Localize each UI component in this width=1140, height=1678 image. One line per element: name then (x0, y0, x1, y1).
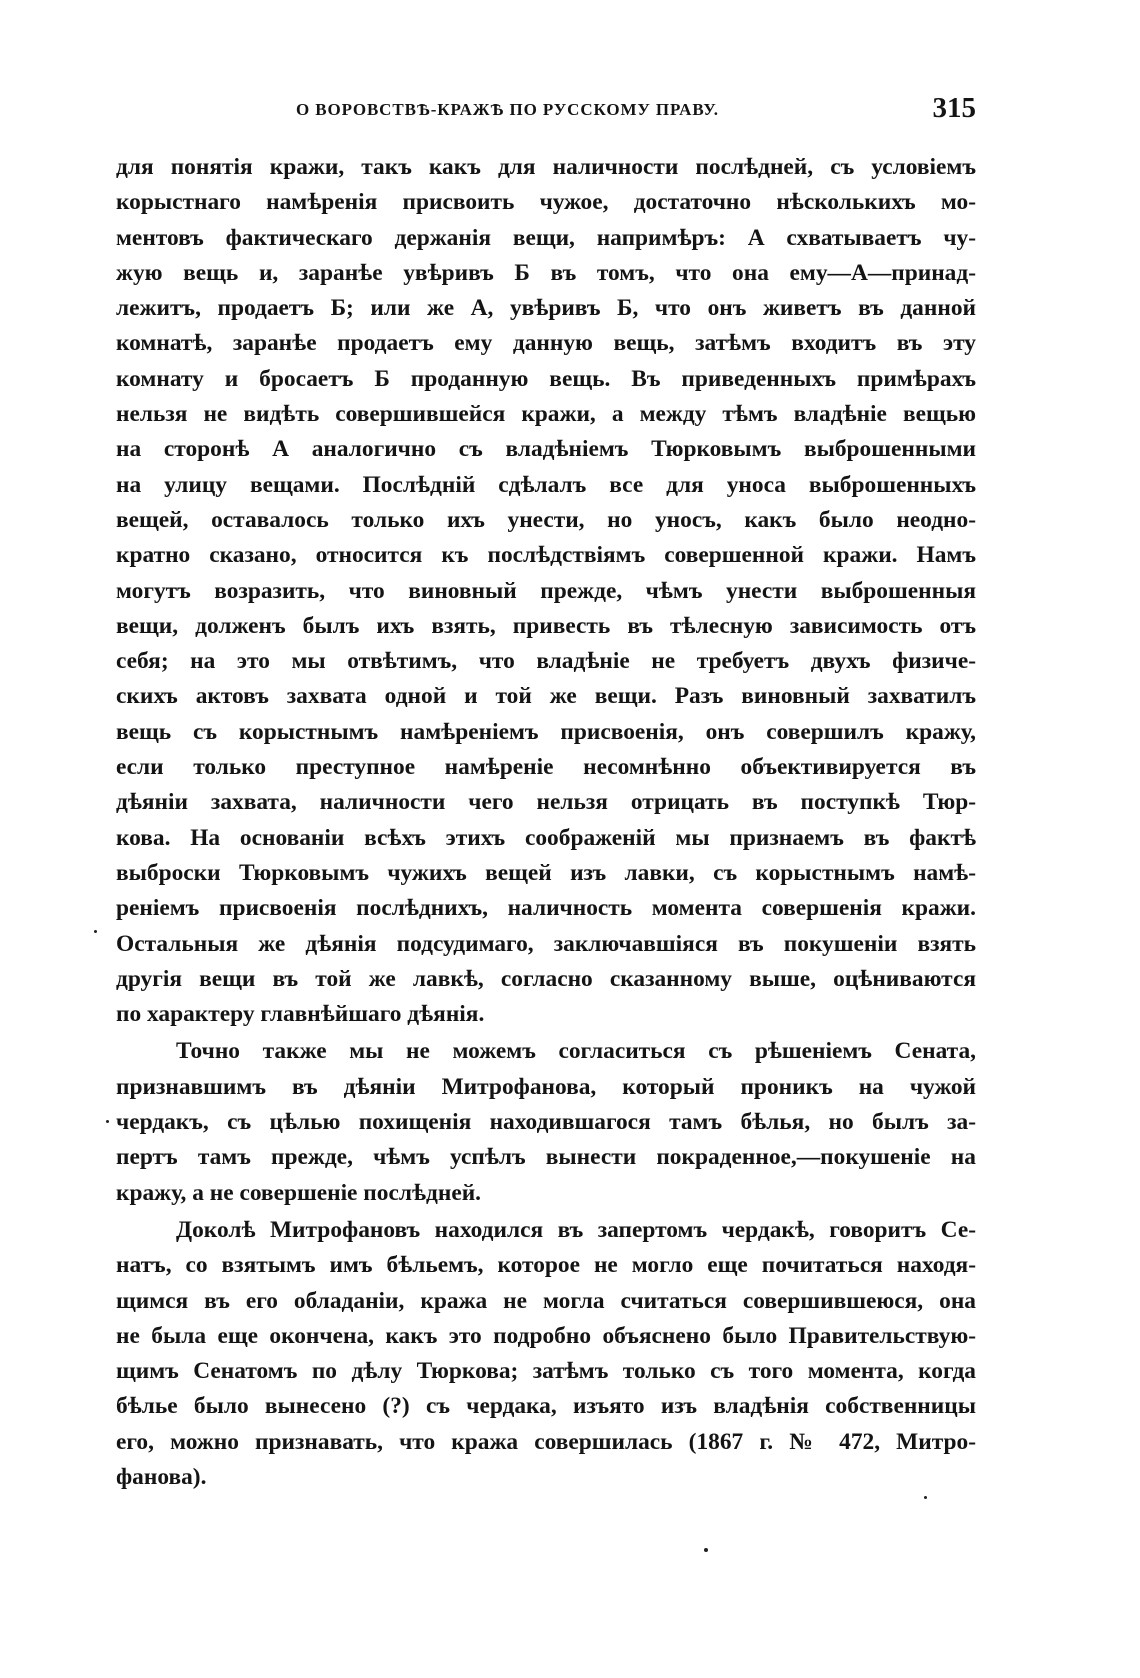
text-line: чердакъ, съ цѣлью похищенія находившагося тамъ бѣлья, но былъ за- (116, 1109, 976, 1136)
text-line: на улицу вещами. Послѣдній сдѣлалъ все для уноса выброшенныхъ (116, 471, 976, 498)
text-line: пертъ тамъ прежде, чѣмъ успѣлъ вынести покраденное,—покушеніе на (116, 1144, 976, 1171)
running-head (116, 92, 976, 132)
print-speck (94, 930, 97, 933)
text-line: на сторонѣ А аналогично съ владѣніемъ Тюрковымъ выброшенными (116, 436, 976, 463)
text-line: натъ, со взятымъ имъ бѣльемъ, которое не могло еще почитаться находя- (116, 1252, 976, 1279)
text-line: фанова). (116, 1463, 207, 1490)
text-line: не была еще окончена, какъ это подробно объяснено было Правительствую- (116, 1322, 976, 1349)
text-line: кова. На основаніи всѣхъ этихъ соображеній мы признаемъ въ фактѣ (116, 824, 976, 851)
print-speck (924, 1496, 927, 1499)
paragraph (116, 1213, 976, 1495)
text-line: Точно также мы не можемъ согласиться съ рѣшеніемъ Сената, (176, 1038, 976, 1065)
text-line: комнатѣ, заранѣе продаетъ ему данную вещь, затѣмъ входитъ въ эту (116, 330, 976, 357)
text-line: себя; на это мы отвѣтимъ, что владѣніе не требуетъ двухъ физиче- (116, 648, 976, 675)
text-line: вещей, оставалось только ихъ унести, но уносъ, какъ было неодно- (116, 506, 976, 533)
text-line: кражу, а не совершеніе послѣдней. (116, 1179, 482, 1206)
text-line: реніемъ присвоенія послѣднихъ, наличность момента совершенія кражи. (116, 895, 976, 922)
text-line: нельзя не видѣть совершившейся кражи, а между тѣмъ владѣніе вещью (116, 401, 976, 428)
paragraph (116, 150, 976, 1032)
text-line: по характеру главнѣйшаго дѣянія. (116, 1001, 485, 1028)
text-line: ментовъ фактическаго держанія вещи, напримѣръ: А схватываетъ чу- (116, 224, 976, 251)
text-line: лежитъ, продаетъ Б; или же А, увѣривъ Б, что онъ живетъ въ данной (116, 295, 976, 322)
text-line: вещь съ корыстнымъ намѣреніемъ присвоенія, онъ совершилъ кражу, (116, 718, 976, 745)
text-line: если только преступное намѣреніе несомнѣнно объективируется въ (116, 754, 976, 781)
text-line: Доколѣ Митрофановъ находился въ запертомъ чердакѣ, говоритъ Се- (176, 1216, 976, 1243)
text-line: комнату и бросаетъ Б проданную вещь. Въ приведенныхъ примѣрахъ (116, 365, 976, 392)
running-title: О ВОРОВСТВѢ-КРАЖѢ ПО РУССКОМУ ПРАВУ. (296, 100, 719, 119)
text-line: вещи, долженъ былъ ихъ взять, привесть въ тѣлесную зависимость отъ (116, 612, 976, 639)
page-number: 315 (932, 92, 976, 124)
text-line: признавшимъ въ дѣяніи Митрофанова, который проникъ на чужой (116, 1073, 976, 1100)
text-line: жую вещь и, заранѣе увѣривъ Б въ томъ, что она ему—А—принад- (116, 259, 976, 286)
text-line: щимся въ его обладаніи, кража не могла считаться совершившеюся, она (116, 1287, 976, 1314)
text-line: выброски Тюрковымъ чужихъ вещей изъ лавки, съ корыстнымъ намѣ- (116, 859, 976, 886)
print-speck (106, 1120, 109, 1123)
text-line: его, можно признавать, что кража совершилась (1867 г. № 472, Митро- (116, 1428, 976, 1455)
text-line: для понятія кражи, такъ какъ для наличности послѣдней, съ условіемъ (116, 154, 976, 180)
text-line: другія вещи въ той же лавкѣ, согласно сказанному выше, оцѣниваются (116, 965, 976, 992)
text-line: скихъ актовъ захвата одной и той же вещи. Разъ виновный захватилъ (116, 683, 976, 710)
print-speck (704, 1548, 708, 1552)
text-line: кратно сказано, относится къ послѣдствіямъ совершенной кражи. Намъ (116, 542, 976, 569)
paragraph (116, 1034, 976, 1210)
text-line: дѣяніи захвата, наличности чего нельзя отрицать въ поступкѣ Тюр- (116, 789, 976, 816)
text-line: могутъ возразить, что виновный прежде, чѣмъ унести выброшенныя (116, 577, 976, 604)
text-line: щимъ Сенатомъ по дѣлу Тюркова; затѣмъ только съ того момента, когда (116, 1358, 976, 1385)
text-line: бѣлье было вынесено (?) съ чердака, изъято изъ владѣнія собственницы (116, 1393, 976, 1420)
text-line: корыстнаго намѣренія присвоить чужое, достаточно нѣсколькихъ мо- (116, 189, 976, 216)
body-text (116, 150, 976, 1495)
text-line: Остальныя же дѣянія подсудимаго, заключавшіяся въ покушеніи взять (116, 930, 976, 957)
